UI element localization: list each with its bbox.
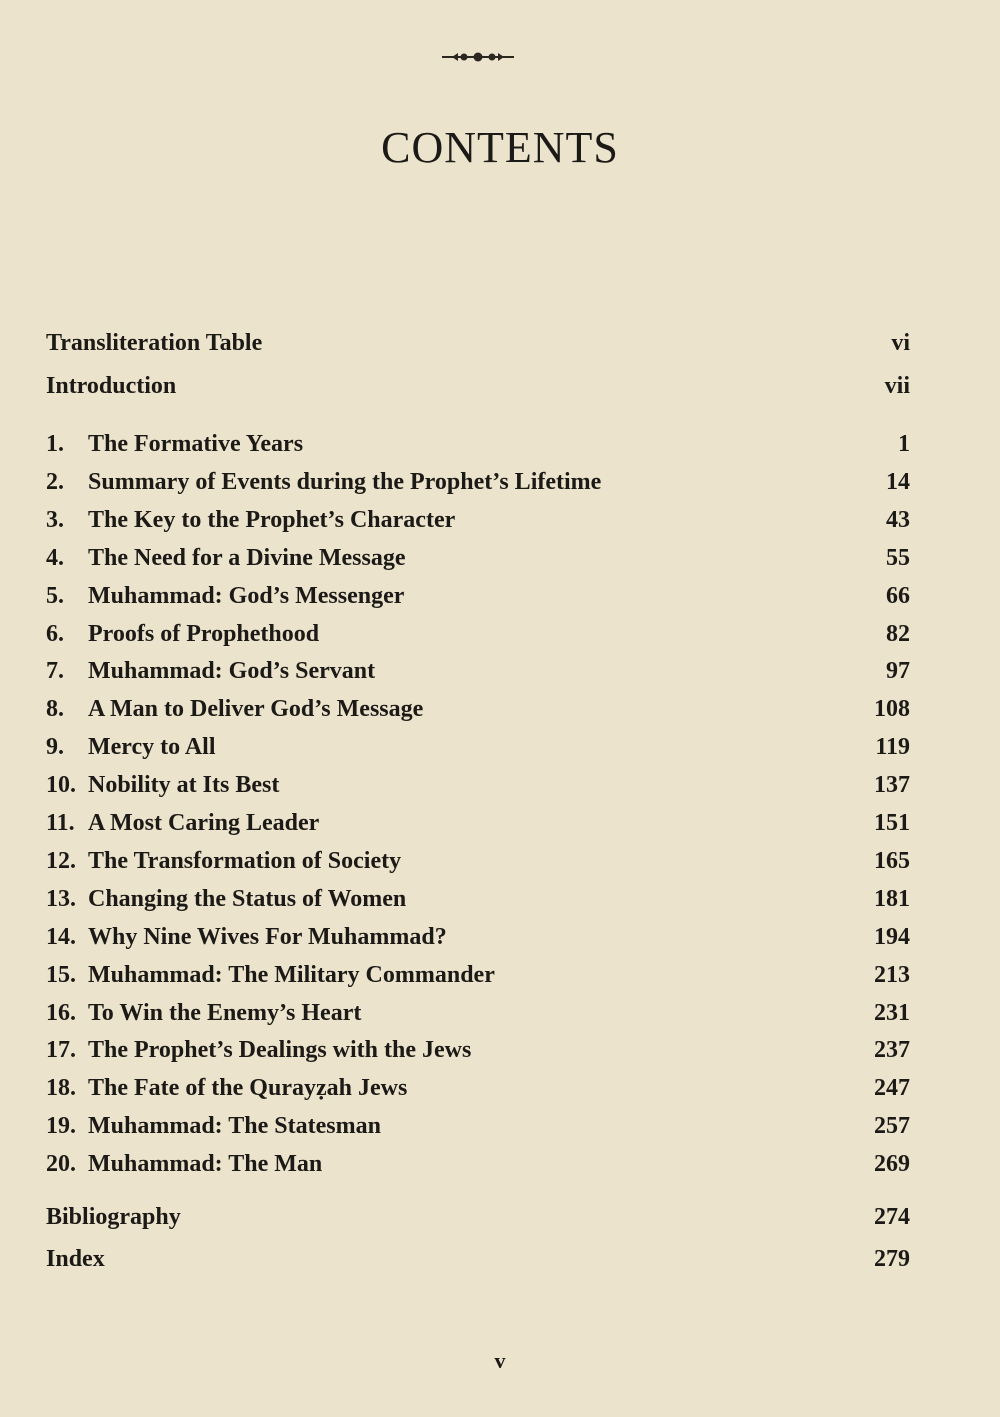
chapter-number: 9.: [46, 734, 64, 761]
entry-page-number: vii: [884, 373, 910, 399]
entry-page-number: 237: [874, 1037, 910, 1064]
entry-title: Muhammad: God’s Messenger: [88, 582, 405, 609]
toc-entry: [46, 583, 910, 621]
entry-page-number: 257: [874, 1113, 910, 1140]
chapter-number: 1.: [46, 431, 64, 457]
toc-entry: [46, 1000, 910, 1038]
entry-title: The Key to the Prophet’s Character: [88, 506, 456, 533]
chapter-number: 8.: [46, 696, 64, 723]
toc-entry: [46, 1246, 910, 1284]
entry-title: Nobility at Its Best: [88, 772, 280, 799]
chapter-number: 15.: [46, 961, 76, 988]
chapter-number: 6.: [46, 620, 64, 647]
toc-entry: [46, 772, 910, 810]
toc-entry: [46, 469, 910, 507]
toc-entry: [46, 1113, 910, 1151]
entry-title: Transliteration Table: [46, 330, 263, 356]
entry-page-number: 137: [874, 772, 910, 799]
chapter-number: 2.: [46, 468, 64, 495]
entry-page-number: 14: [886, 468, 910, 495]
chapter-number: 18.: [46, 1075, 76, 1102]
chapter-number: 17.: [46, 1037, 76, 1064]
entry-page-number: 119: [875, 734, 910, 761]
toc-entry: [46, 848, 910, 886]
toc-entry: [46, 962, 910, 1000]
entry-title: Muhammad: The Man: [88, 1151, 323, 1178]
toc-entry: [46, 734, 910, 772]
page-title: CONTENTS: [381, 123, 619, 172]
toc-entry: [46, 658, 910, 696]
toc-entry: [46, 1037, 910, 1075]
entry-title: Mercy to All: [88, 734, 216, 761]
chapter-number: 11.: [46, 810, 75, 836]
toc-entry: [46, 431, 910, 469]
entry-title: The Formative Years: [88, 431, 304, 457]
chapter-number: 10.: [46, 772, 76, 799]
chapter-number: 7.: [46, 658, 64, 685]
entry-page-number: 165: [874, 847, 910, 874]
toc-entry: [46, 924, 910, 962]
entry-title: A Man to Deliver God’s Message: [88, 696, 424, 723]
toc-entry: [46, 1151, 910, 1189]
toc-entry: [46, 621, 910, 659]
chapter-number: 16.: [46, 999, 76, 1026]
entry-page-number: 55: [886, 544, 910, 571]
entry-page-number: 269: [874, 1151, 910, 1178]
toc-entry: [46, 545, 910, 583]
entry-page-number: 231: [874, 999, 910, 1026]
entry-title: To Win the Enemy’s Heart: [88, 999, 362, 1026]
entry-page-number: 43: [886, 506, 910, 533]
chapter-number: 3.: [46, 506, 64, 533]
entry-title: The Fate of the Qurayẓah Jews: [88, 1075, 408, 1102]
entry-title: Muhammad: The Statesman: [88, 1113, 381, 1140]
entry-page-number: 279: [874, 1246, 910, 1272]
entry-page-number: 82: [886, 620, 910, 647]
entry-page-number: 97: [886, 658, 910, 685]
toc-entry: [46, 330, 910, 368]
chapter-number: 4.: [46, 544, 64, 571]
entry-title: Summary of Events during the Prophet’s Lifetime: [88, 468, 602, 495]
entry-title: A Most Caring Leader: [88, 810, 320, 836]
entry-title: Index: [46, 1246, 105, 1272]
chapter-number: 19.: [46, 1113, 76, 1140]
entry-title: Changing the Status of Women: [88, 885, 407, 912]
entry-title: The Need for a Divine Message: [88, 544, 406, 571]
chapter-number: 20.: [46, 1151, 76, 1178]
entry-page-number: 247: [874, 1075, 910, 1102]
entry-title: The Transformation of Society: [88, 847, 402, 874]
toc-entry: [46, 1075, 910, 1113]
entry-page-number: 213: [874, 961, 910, 988]
toc-entry: [46, 373, 910, 411]
entry-page-number: vi: [891, 330, 910, 356]
entry-title: Muhammad: God’s Servant: [88, 658, 376, 685]
toc-entry: [46, 1204, 910, 1242]
toc-entry: [46, 886, 910, 924]
entry-title: Introduction: [46, 373, 177, 399]
page-number: v: [494, 1348, 506, 1373]
chapter-number: 14.: [46, 923, 76, 950]
entry-page-number: 274: [874, 1204, 910, 1230]
chapter-number: 12.: [46, 847, 76, 874]
toc-entry: [46, 696, 910, 734]
entry-title: Proofs of Prophethood: [88, 620, 320, 647]
chapter-number: 5.: [46, 582, 64, 609]
entry-title: Why Nine Wives For Muhammad?: [88, 923, 447, 950]
toc-entry: [46, 810, 910, 848]
toc-entry: [46, 507, 910, 545]
entry-page-number: 1: [898, 431, 910, 457]
entry-page-number: 181: [874, 885, 910, 912]
ornament-icon: [440, 48, 516, 66]
chapter-number: 13.: [46, 885, 76, 912]
entry-title: Muhammad: The Military Commander: [88, 961, 495, 988]
entry-title: Bibliography: [46, 1204, 181, 1230]
entry-page-number: 194: [874, 923, 910, 950]
entry-title: The Prophet’s Dealings with the Jews: [88, 1037, 472, 1064]
entry-page-number: 108: [874, 696, 910, 723]
entry-page-number: 151: [874, 810, 910, 836]
entry-page-number: 66: [886, 582, 910, 609]
